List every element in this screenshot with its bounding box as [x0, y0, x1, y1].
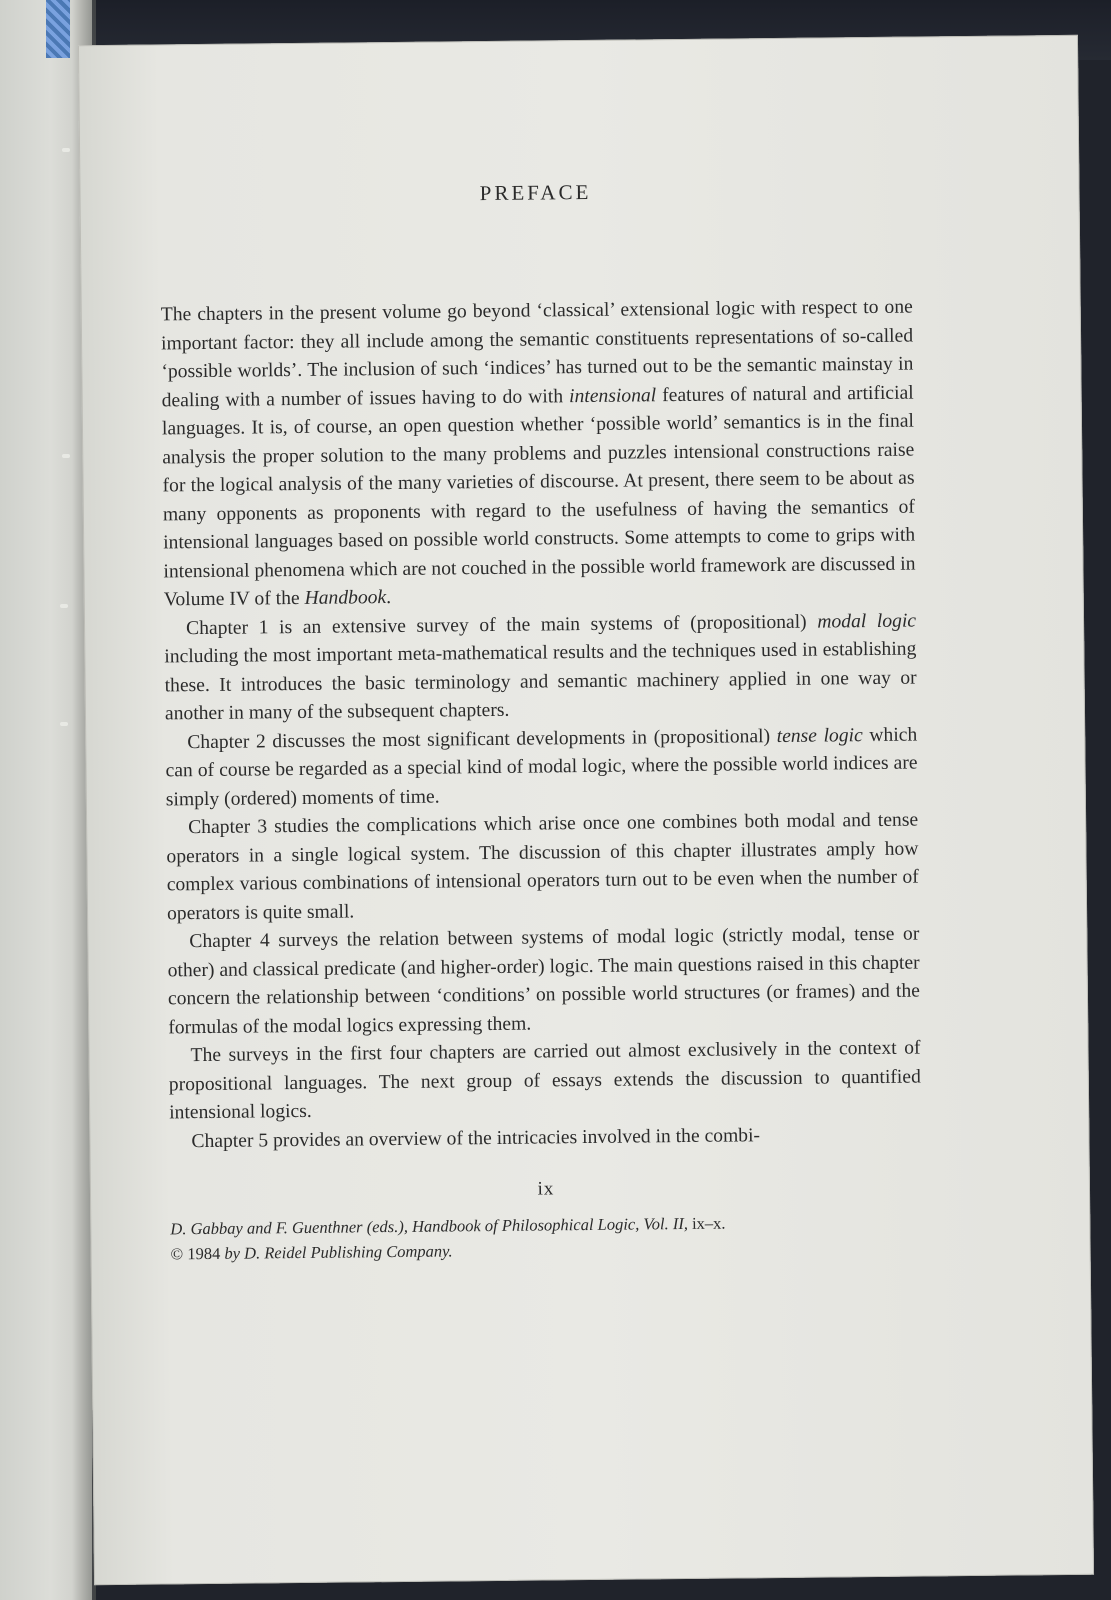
copyright-year: © 1984: [170, 1243, 225, 1264]
paragraph-2: [164, 607, 917, 729]
paragraph-text: The chapters in the present volume go beyond ‘classical’ extensional logic with respect to one important factor: they all include among the semantic constituents representations of so-called ‘possible worlds’. The inclusion of such ‘indices’ has turned out to be the semantic mainstay in dealing with a number of issues having to do with: [160, 296, 914, 411]
paragraph-text: including the most important meta-mathematical results and the techniques used in establishing these. It introduces the basic terminology and semantic machinery applied in one way or another in many of the subsequent chapters.: [164, 638, 917, 725]
paragraph-text: Chapter 5 provides an overview of the intricacies involved in the combi-: [191, 1124, 761, 1152]
binding-stitch: [62, 148, 70, 152]
binding-stitch: [60, 722, 68, 726]
paragraph-text-italic: modal logic: [817, 610, 917, 633]
paragraph-text-italic: tense logic: [776, 724, 863, 747]
paragraph-1: [161, 294, 916, 615]
publisher: by D. Reidel Publishing Company.: [224, 1241, 453, 1263]
paragraph-text: features of natural and artificial languages. It is, of course, an open question whether ‘possible world’ semantics is in the final analysis the proper solution to the many problems and puzzles intensional constructions raise for the logical analysis of the many varieties of discourse. At present, there seem to be about as many opponents as proponents with regard to the usefulness of having the semantics of intensional languages based on possible world constructs. Some attempts to come to grips with intensional phenomena which are not couched in the possible world framework are discussed in Volume IV of the: [161, 382, 916, 611]
citation-text: D. Gabbay and F. Guenthner (eds.), Handbook of Philosophical Logic, Vol. II,: [170, 1213, 693, 1239]
paragraph-5: [167, 921, 920, 1043]
paragraph-text-italic: intensional: [568, 384, 657, 407]
paragraph-4: [166, 807, 919, 929]
paragraph-text: Chapter 3 studies the complications which arise once one combines both modal and tense operators in a single logical system. The discussion of this chapter illustrates amply how complex various combinations of intensional operators turn out to be even when the number of operators is quite small.: [166, 809, 919, 924]
binding-stitch: [62, 454, 70, 458]
citation-page-range: ix–x.: [691, 1213, 726, 1233]
paragraph-3: [165, 721, 918, 814]
paragraph-text: .: [386, 587, 392, 609]
paragraph-text-italic: Handbook: [304, 587, 387, 609]
paragraph-text: Chapter 2 discusses the most significant developments in (propositional): [187, 725, 777, 753]
paragraph-text: Chapter 4 surveys the relation between systems of modal logic (strictly modal, tense or other) and classical predicate (and higher-order) logic. The main questions raised in this chapter concern the relationship between ‘conditions’ on possible world structures (or frames) and the formulas of the modal logics expressing them.: [167, 923, 921, 1038]
page-number: ix: [537, 1178, 555, 1200]
binding-stitch: [60, 604, 68, 608]
paragraph-text: Chapter 1 is an extensive survey of the main systems of (propositional): [185, 611, 818, 639]
paragraph-text: The surveys in the first four chapters are carried out almost exclusively in the context of propositional languages. The next group of essays extends the discussion to quantified intensional logics.: [168, 1037, 921, 1124]
bookmark-ribbon: [46, 0, 70, 58]
citation-footer: [170, 1209, 922, 1267]
page-title: PREFACE: [479, 179, 592, 206]
paragraph-6: [168, 1035, 921, 1128]
book-page: [78, 35, 1094, 1585]
paragraph-text: which can of course be regarded as a special kind of modal logic, where the possible world indices are simply (ordered) moments of time.: [165, 724, 918, 810]
page-text-block: [159, 177, 922, 1267]
